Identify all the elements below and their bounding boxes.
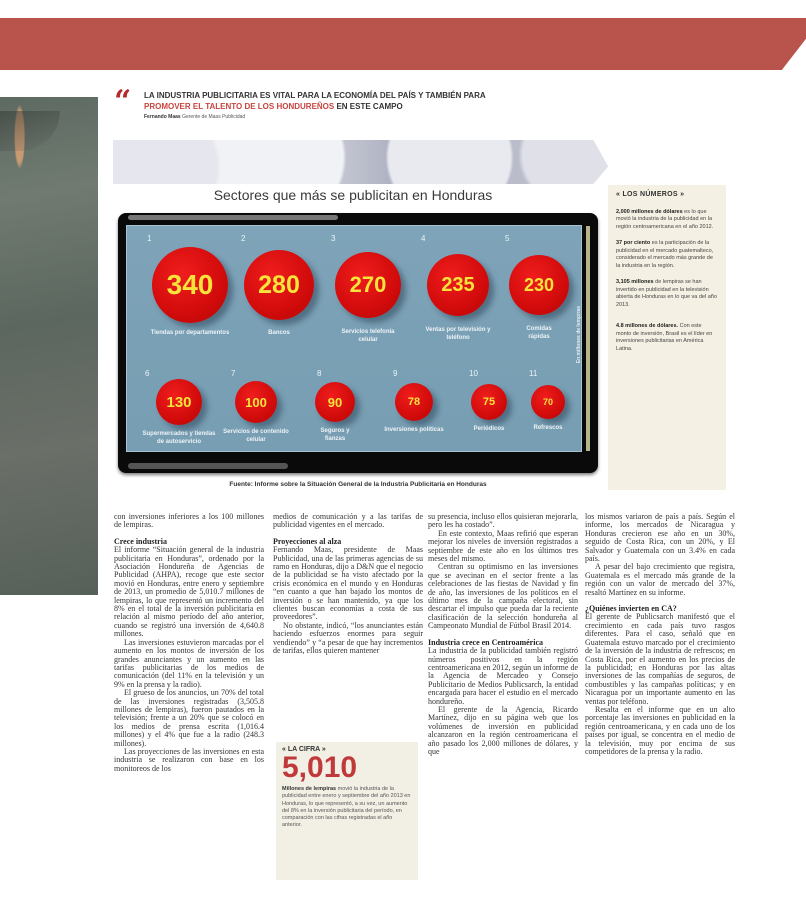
sidebar-entry (616, 323, 718, 353)
coins-banner-image (113, 140, 608, 184)
sector-label: Servicios de contenido celular (223, 429, 289, 443)
value-bubble: 90 (315, 382, 355, 422)
quote-text-part: LA INDUSTRIA PUBLICITARIA ES VITAL PARA LA ECONOMÍA DEL PAÍS Y TAMBIÉN PARA (144, 91, 486, 100)
paragraph: El informe “Situación general de la industria publicitaria en Honduras”, ordenado por la Asociación Hondureña de Agencias de Publicidad (AHPA), recoge que este sector movió en Honduras, entre enero y septiembre de 2013, un promedio de 5,010.7 millones de lempiras, lo que representó un incremento del 8% en el total de la inversión publicitaria en relación al mismo período del año anterior, cuando se registró una inversión de 4,640.8 millones. (114, 545, 264, 639)
sector-item (235, 234, 323, 337)
sidebar-entry (616, 279, 718, 309)
subheading: Crece industria (114, 536, 167, 546)
quote-text (144, 90, 504, 112)
value-bubble: 78 (395, 383, 433, 421)
author-role: Gerente de Maas Publicidad (182, 114, 246, 120)
entry-bold: 4.8 millones de dólares. (616, 323, 679, 329)
sector-item (501, 234, 577, 341)
article-column-1 (114, 513, 264, 773)
cifra-title: « LA CIFRA » (282, 746, 326, 753)
sector-item (413, 234, 503, 342)
sector-item (323, 234, 413, 344)
header-red-band (0, 18, 806, 70)
paragraph: Fernando Maas, presidente de Maas Publicidad, una de las primeras agencias de su ramo en Honduras, dijo a D&N que el negocio de la publicidad se ha visto afectado por la crisis económica en el mundo y en Honduras “en cuanto a que han bajado los montos de inversión o se han mantenido, ya que los clientes buscan economías a costa de sus proveedores”. (273, 545, 423, 622)
paragraph: El gerente de la Agencia, Ricardo Martínez, dijo en su página web que los volúmenes de inversión en publicidad alcanzaron en la región centroamericana el año pasado los 2,000 millones de dólares, y que (428, 704, 578, 756)
entry-bold: 2,000 millones de dólares (616, 208, 683, 215)
sector-rank: 7 (231, 369, 236, 378)
cifra-bold: Millones de lempiras (282, 786, 337, 792)
sector-label: Inversiones políticas (384, 427, 444, 433)
sector-item (145, 234, 235, 337)
value-bubble: 100 (235, 381, 277, 423)
screen-edge (586, 226, 590, 451)
value-bubble: 130 (156, 379, 202, 425)
sector-rank: 2 (241, 234, 246, 243)
sector-item (523, 369, 573, 432)
value-bubble: 340 (152, 247, 228, 323)
article-column-2 (273, 513, 423, 656)
paragraph: El gerente de Publicsarch manifestó que el crecimiento en cada país tuvo rasgos diferentes. Para el caso, señaló que en Guatemala estuvo marcado por el crecimiento de la inversión de la industria de refrescos; en Costa Rica, por el aumento en los precios de la publicidad; en Honduras por las altas inversiones de las compañías de seguros, de combustibles y las campañas políticas; y en Nicaragua por un importante aumento en las ventas por teléfono. (585, 612, 735, 706)
article-column-4 (585, 513, 735, 756)
entry-bold: 3,105 millones (616, 279, 654, 285)
numbers-sidebar (608, 185, 726, 490)
chart-title: Sectores que más se publicitan en Honduras (213, 187, 493, 203)
quote-text-part: EN ESTE CAMPO (334, 102, 403, 111)
entry-text: de lempiras se han invertido en publicidad en la televisión abierta de Honduras en lo que va del año 2013. (616, 279, 717, 308)
paragraph: La industria de la publicidad también registró números positivos en la región centroamericana en 2012, según un informe de la Agencia de Mercadeo y Consejo Publicitario de Medios Publicsarch, la entidad encargada para hacer el estudio en el mercado hondureño. (428, 646, 578, 706)
paragraph: Las proyecciones de las inversiones en esta industria se realizaron con base en los monitoreos de los (114, 746, 264, 773)
paragraph: su presencia, incluso ellos quisieran mejorarla, pero les ha costado”. (428, 512, 578, 530)
sector-label: Bancos (268, 330, 290, 336)
quote-highlight: PROMOVER EL TALENTO DE LOS HONDUREÑOS (144, 102, 335, 111)
sector-item (223, 369, 289, 444)
sector-rank: 6 (145, 369, 150, 378)
sector-rank: 8 (317, 369, 322, 378)
paragraph: los mismos variaron de país a país. Según el informe, los mercados de Nicaragua y Honduras crecieron ese año en un 30%, seguido de Costa Rica, con un 20%, y El Salvador y Guatemala con un 3.4% en cada país. (585, 512, 735, 564)
tv-glare (128, 215, 338, 220)
sector-label: Supermercados y tiendas de autoservicio (142, 431, 216, 445)
entry-text: es la participación de la publicidad en el mercado guatemalteco, considerado el mercado más grande de la industria en la región. (616, 240, 714, 269)
sector-item (379, 369, 449, 434)
cifra-text (282, 786, 412, 830)
subheading: ¿Quiénes invierten en CA? (585, 604, 677, 614)
sector-label: Periódicos (473, 426, 505, 432)
value-bubble: 270 (335, 252, 401, 318)
entry-text: Con este monto de inversión, Brasil es el líder en inversiones publicitarias en América Latina. (616, 323, 713, 352)
tv-screen (126, 225, 582, 452)
paragraph: Centran su optimismo en las inversiones que se avecinan en el sector frente a las celebraciones de las fiestas de Navidad y fin de año, las inversiones de los políticos en el último mes de la campaña electoral, sin descartar el impulso que pueda dar la reciente clasificación de la selección hondureña al Campeonato Mundial de Fútbol Brasil 2014. (428, 562, 578, 631)
author-name: Fernando Maas (144, 114, 181, 120)
sector-rank: 11 (529, 369, 538, 378)
sector-rank: 4 (421, 234, 426, 243)
sector-rank: 1 (147, 234, 152, 243)
sector-item (305, 369, 365, 443)
sector-rank: 5 (505, 234, 510, 243)
sector-label: Tiendas por departamentos (150, 330, 230, 336)
sector-rank: 3 (331, 234, 336, 243)
unit-label: En millones de lempiras (576, 306, 582, 364)
paragraph: A pesar del bajo crecimiento que registra, Guatemala es el mercado más grande de la región con un valor de mercado del 37%, resaltó Martínez en su informe. (585, 562, 735, 597)
sector-label: Servicios telefonía celular (341, 329, 395, 343)
value-bubble: 230 (509, 255, 569, 315)
sector-item (459, 369, 519, 433)
value-bubble: 75 (471, 384, 507, 420)
sector-label: Ventas por televisión y teléfono (425, 327, 491, 341)
sector-rank: 10 (469, 369, 478, 378)
paragraph: con inversiones inferiores a los 100 millones de lempiras. (114, 512, 264, 530)
sector-label: Comidas rápidas (526, 326, 552, 340)
subheading: Proyecciones al alza (273, 536, 342, 546)
la-cifra-box (276, 742, 418, 880)
sidebar-entry (616, 209, 718, 232)
sector-item (139, 369, 219, 446)
value-bubble: 280 (244, 250, 314, 320)
paragraph: No obstante, indicó, “los anunciantes están haciendo esfuerzos enormes para seguir vendiendo” y “a pesar de que hay incrementos de tarifas, ellos quieren mantener (273, 620, 423, 656)
paragraph: En este contexto, Maas refirió que esperan mejorar los niveles de inversión registrados a septiembre de este año en los últimos tres meses del mismo. (428, 528, 578, 564)
tv-infographic (118, 213, 598, 473)
chart-source: Fuente: Informe sobre la Situación General de la Industria Publicitaria en Honduras (229, 481, 487, 488)
cifra-body: movió la industria de la publicidad entre enero y septiembre del año 2013 en Honduras, lo que representó, a su vez, un aumento del 8% en la inversión publicitaria del período, en comparación con las cifras registradas el año anterior. (282, 786, 411, 829)
tv-glare (128, 463, 288, 469)
person-photo (0, 97, 98, 595)
paragraph: Resalta en el informe que en un alto porcentaje las inversiones en publicidad en la región centroamericana, y en cada uno de los países por igual, se concentra en el medio de la televisión, muy por encima de sus competidores de la prensa y la radio. (585, 704, 735, 756)
article-column-3 (428, 513, 578, 756)
sector-label: Refrescos (533, 425, 563, 431)
quote-author (144, 114, 245, 120)
subheading: Industria crece en Centroamérica (428, 637, 544, 647)
sidebar-entry (616, 240, 718, 270)
entry-bold: 37 por ciento (616, 240, 651, 246)
paragraph: medios de comunicación y a las tarifas de publicidad vigentes en el mercado. (273, 512, 423, 530)
value-bubble: 235 (427, 254, 489, 316)
sidebar-title: « LOS NÚMEROS » (616, 191, 685, 198)
sector-label: Seguros y fianzas (320, 428, 350, 442)
paragraph: Las inversiones estuvieron marcadas por el aumento en los montos de inversión de los grandes anunciantes y un aumento en las tarifas publicitarias de los medios de comunicación (del 11% en la televisión y un 9% en la prensa y la radio). (114, 637, 264, 689)
entry-text: es lo que movió la industria de la publicidad en la región centroamericana en el año 2012. (616, 208, 714, 230)
cifra-number: 5,010 (282, 751, 358, 784)
paragraph: El grueso de los anuncios, un 70% del total de las inversiones registradas (3,505.8 millones de lempiras), fueron pautados en la televisión; frente a un 20% que se colocó en los medios de prensa escrita (1,016.4 millones) y el 4% que fue a la radio (248.3 millones). (114, 688, 264, 748)
sector-rank: 9 (393, 369, 398, 378)
quote-mark-icon: “ (114, 84, 132, 119)
value-bubble: 70 (531, 385, 565, 419)
